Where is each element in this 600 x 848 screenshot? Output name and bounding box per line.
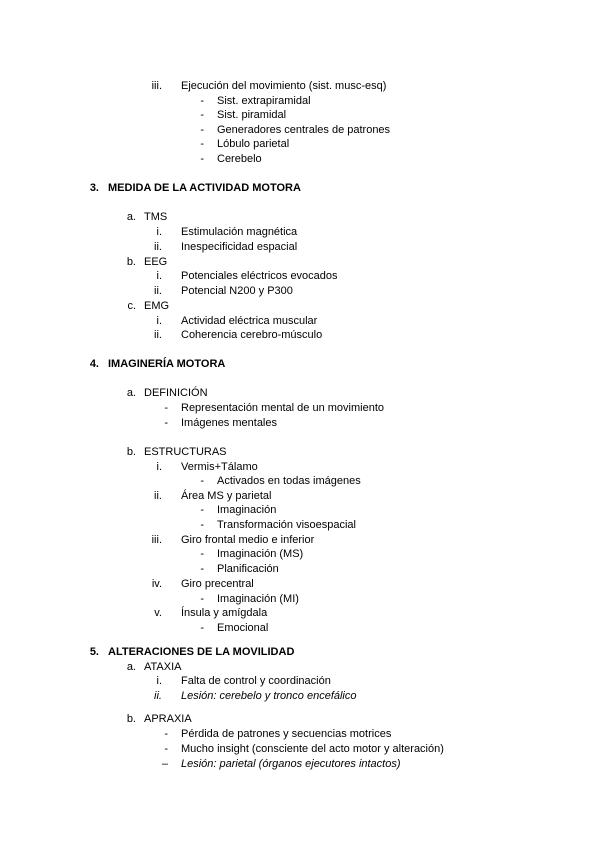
list-item: Potenciales eléctricos evocados bbox=[181, 270, 338, 282]
subsection-title: APRAXIA bbox=[144, 713, 192, 725]
subsection-title: ESTRUCTURAS bbox=[144, 446, 227, 458]
dash-marker: - bbox=[200, 622, 204, 634]
subsection-marker: c. bbox=[127, 300, 136, 312]
subsection-title: EMG bbox=[144, 300, 170, 312]
dash-marker: - bbox=[164, 728, 168, 740]
list-subitem: Imaginación bbox=[217, 504, 277, 516]
list-item: Giro precentral bbox=[181, 578, 254, 590]
list-marker: i. bbox=[156, 315, 162, 327]
list-marker: ii. bbox=[154, 690, 162, 702]
list-marker: iii. bbox=[151, 534, 162, 546]
subsection-marker: b. bbox=[126, 256, 136, 268]
list-item: Coherencia cerebro-músculo bbox=[181, 329, 323, 341]
list-marker: iv. bbox=[151, 578, 162, 590]
list-item: Ínsula y amígdala bbox=[181, 607, 268, 619]
list-subitem: Emocional bbox=[217, 622, 269, 634]
subsection-title: ATAXIA bbox=[144, 661, 182, 673]
dash-marker: - bbox=[200, 563, 204, 575]
list-item-title: Ejecución del movimiento (sist. musc-esq) bbox=[181, 80, 387, 92]
dash-marker: - bbox=[164, 402, 168, 414]
list-marker: i. bbox=[156, 270, 162, 282]
section-heading: ALTERACIONES DE LA MOVILIDAD bbox=[108, 646, 295, 658]
dash-marker: - bbox=[200, 593, 204, 605]
list-subitem: Transformación visoespacial bbox=[217, 519, 356, 531]
list-item-lesion: Lesión: parietal (órganos ejecutores intactos) bbox=[181, 758, 401, 770]
list-marker: ii. bbox=[154, 241, 162, 253]
dash-marker: - bbox=[200, 475, 204, 487]
dash-marker: - bbox=[200, 548, 204, 560]
list-item: Cerebelo bbox=[217, 153, 262, 165]
subsection-title: EEG bbox=[144, 256, 168, 268]
list-marker: i. bbox=[156, 461, 162, 473]
list-marker: i. bbox=[156, 226, 162, 238]
list-item: Falta de control y coordinación bbox=[181, 675, 331, 687]
list-marker: ii. bbox=[154, 490, 162, 502]
list-item: Giro frontal medio e inferior bbox=[181, 534, 315, 546]
list-marker: iii. bbox=[151, 80, 162, 92]
section-heading: MEDIDA DE LA ACTIVIDAD MOTORA bbox=[108, 182, 301, 194]
list-item: Sist. piramidal bbox=[217, 109, 287, 121]
dash-marker: - bbox=[200, 504, 204, 516]
list-item: Representación mental de un movimiento bbox=[181, 402, 385, 414]
subsection-marker: b. bbox=[126, 713, 136, 725]
list-item: Mucho insight (consciente del acto motor y alteración) bbox=[181, 743, 444, 755]
list-subitem: Planificación bbox=[217, 563, 279, 575]
dash-marker: - bbox=[164, 417, 168, 429]
section-number: 4. bbox=[89, 358, 99, 370]
section-heading: IMAGINERÍA MOTORA bbox=[108, 358, 226, 370]
subsection-title: DEFINICIÓN bbox=[144, 387, 208, 399]
list-marker: ii. bbox=[154, 285, 162, 297]
section-number: 3. bbox=[89, 182, 99, 194]
list-item: Área MS y parietal bbox=[181, 490, 272, 502]
list-item-lesion: Lesión: cerebelo y tronco encefálico bbox=[181, 690, 357, 702]
subsection-marker: b. bbox=[126, 446, 136, 458]
dash-marker: - bbox=[200, 519, 204, 531]
list-marker: ii. bbox=[154, 329, 162, 341]
dash-marker: - bbox=[200, 153, 204, 165]
subsection-title: TMS bbox=[144, 211, 168, 223]
list-item: Lóbulo parietal bbox=[217, 138, 290, 150]
list-item: Potencial N200 y P300 bbox=[181, 285, 293, 297]
dash-marker: - bbox=[164, 743, 168, 755]
list-subitem: Imaginación (MI) bbox=[217, 593, 299, 605]
list-item: Inespecificidad espacial bbox=[181, 241, 298, 253]
list-item: Estimulación magnética bbox=[181, 226, 298, 238]
dash-marker: – bbox=[161, 758, 168, 770]
section-number: 5. bbox=[89, 646, 99, 658]
subsection-marker: a. bbox=[126, 387, 136, 399]
subsection-marker: a. bbox=[126, 211, 136, 223]
dash-marker: - bbox=[200, 124, 204, 136]
list-subitem: Activados en todas imágenes bbox=[217, 475, 361, 487]
list-item: Vermis+Tálamo bbox=[181, 461, 258, 473]
subsection-marker: a. bbox=[126, 661, 136, 673]
dash-marker: - bbox=[200, 138, 204, 150]
list-item: Generadores centrales de patrones bbox=[217, 124, 391, 136]
list-item: Imágenes mentales bbox=[181, 417, 277, 429]
list-marker: v. bbox=[154, 607, 162, 619]
list-item: Pérdida de patrones y secuencias motrices bbox=[181, 728, 392, 740]
dash-marker: - bbox=[200, 95, 204, 107]
list-item: Sist. extrapiramidal bbox=[217, 95, 311, 107]
dash-marker: - bbox=[200, 109, 204, 121]
list-item: Actividad eléctrica muscular bbox=[181, 315, 318, 327]
list-marker: i. bbox=[156, 675, 162, 687]
list-subitem: Imaginación (MS) bbox=[217, 548, 304, 560]
